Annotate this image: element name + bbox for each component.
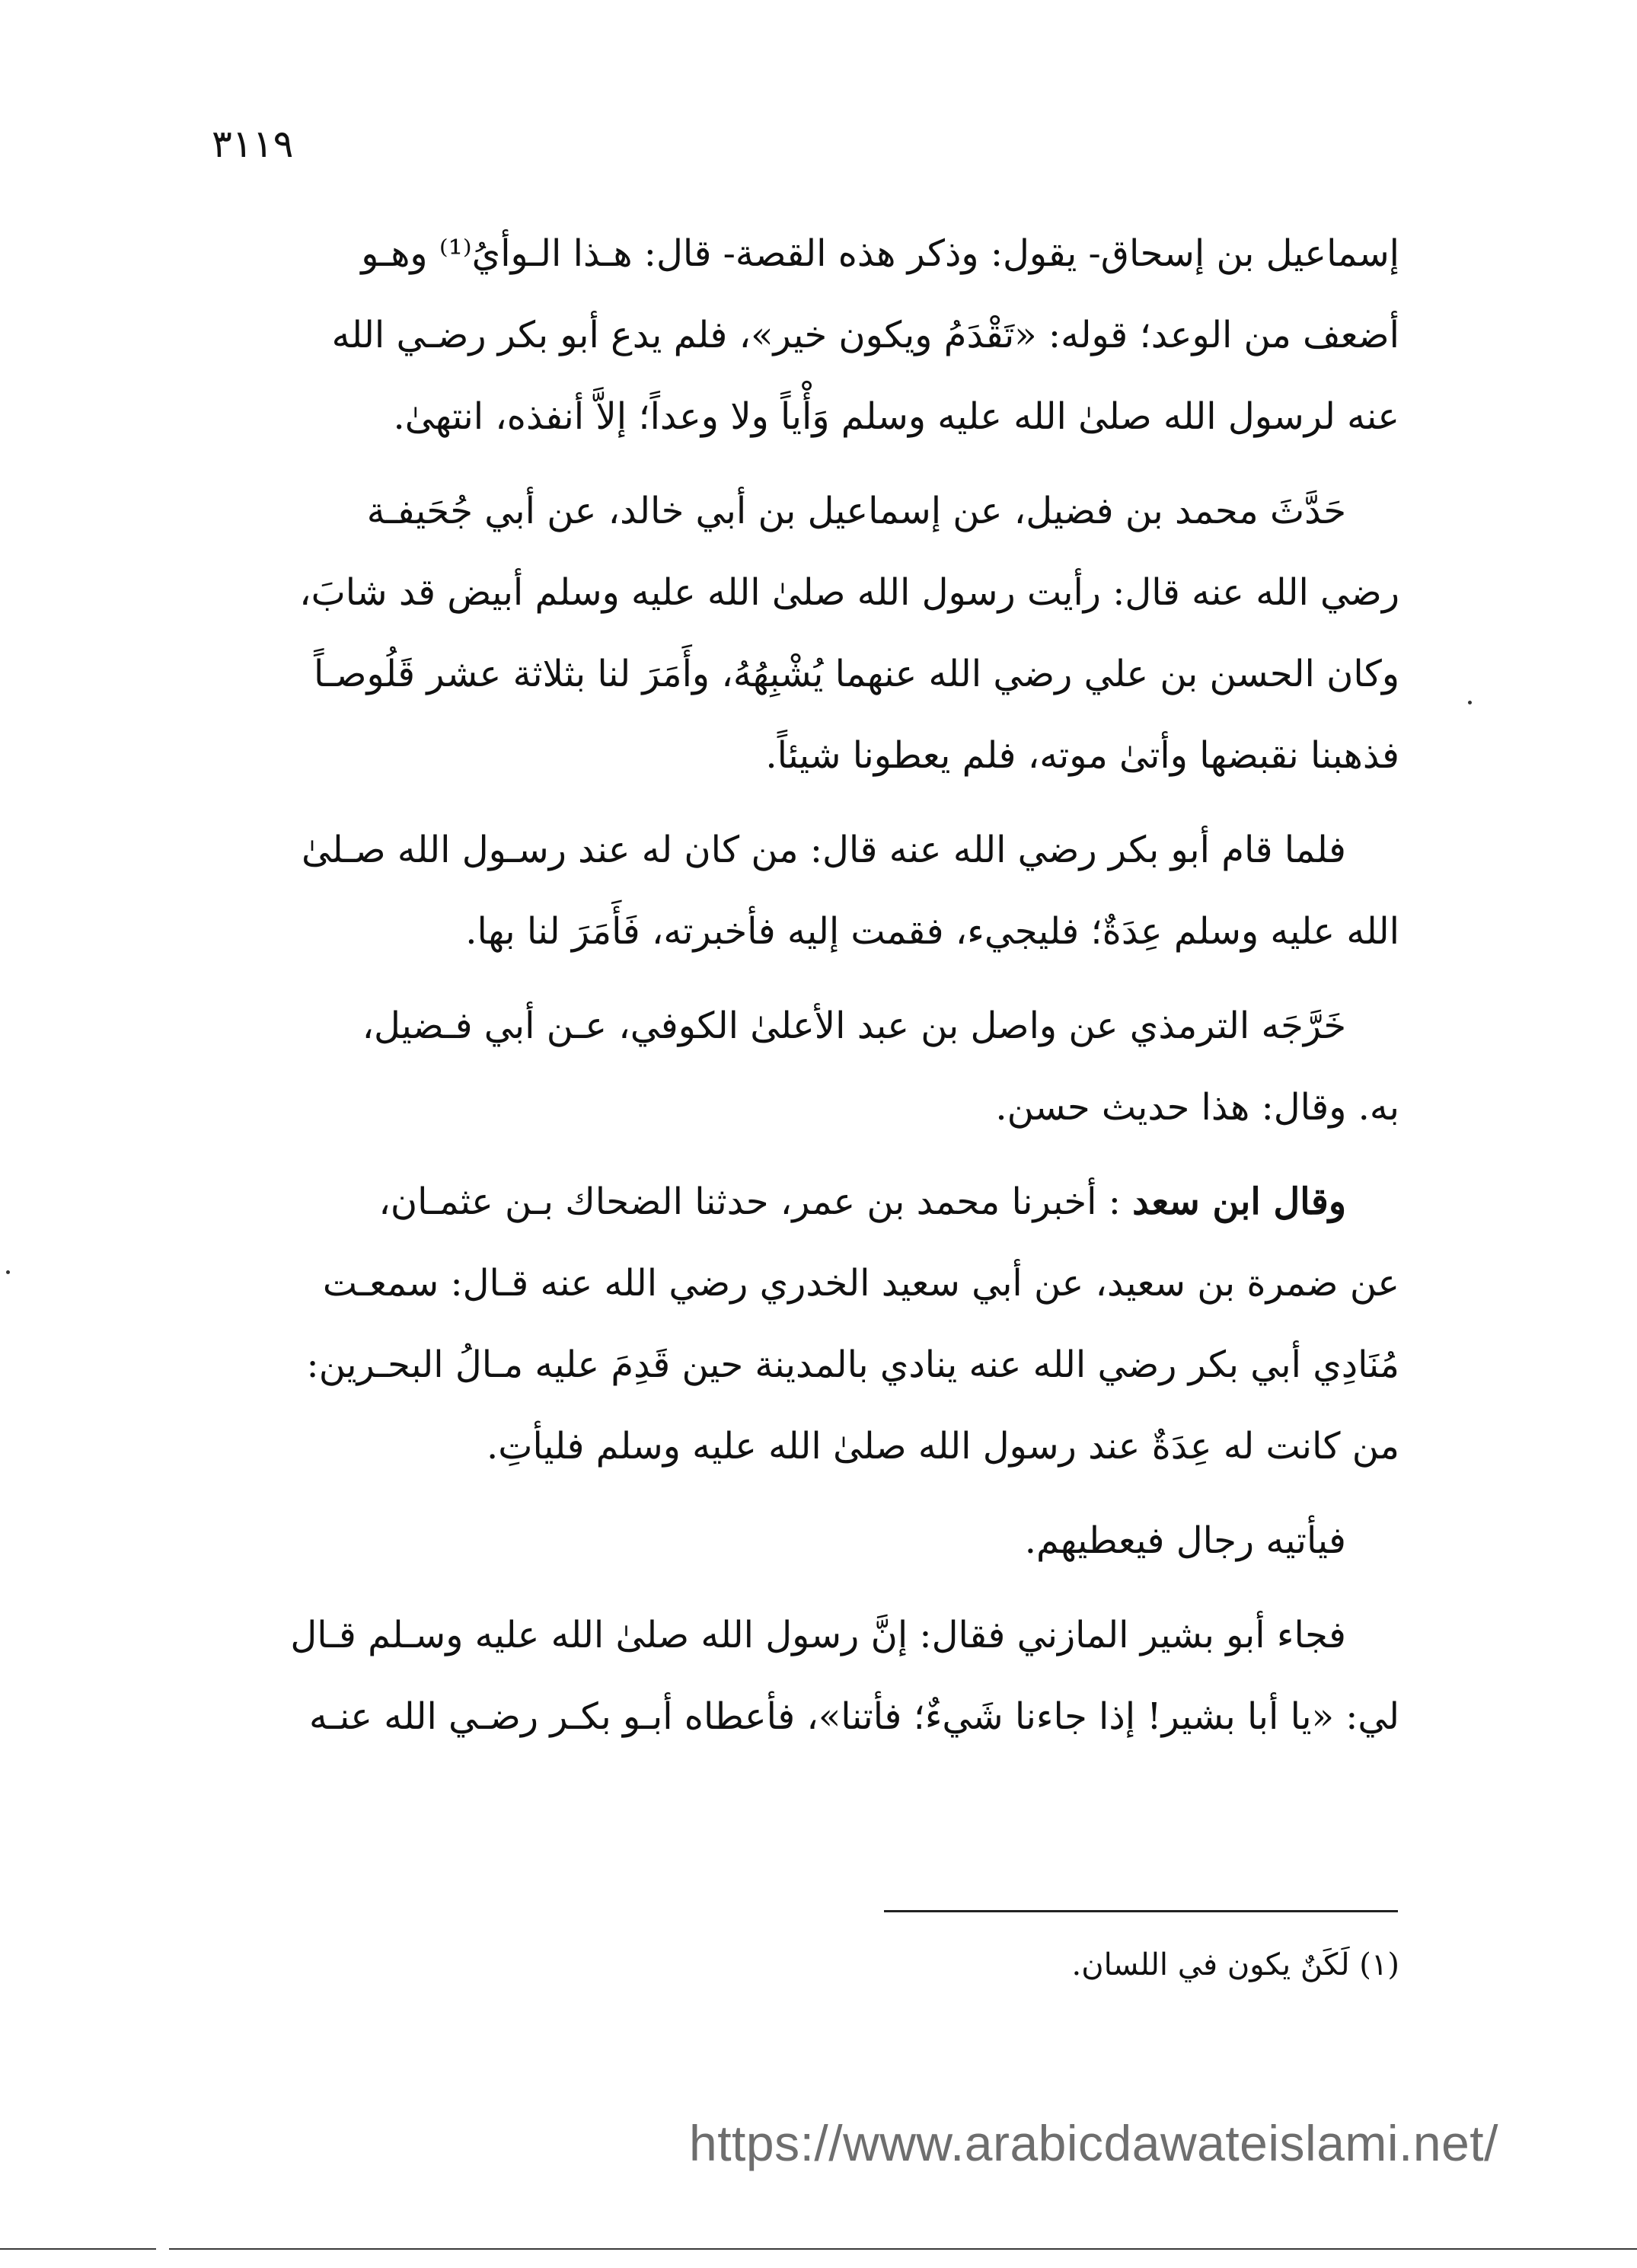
- text-line: رضي الله عنه قال: رأيت رسول الله صلىٰ الله عليه وسلم أبيض قد شابَ،: [299, 571, 1399, 614]
- text-line: وكان الحسن بن علي رضي الله عنهما يُشْبِهُهُ، وأَمَرَ لنا بثلاثة عشر قَلُوصـاً: [314, 653, 1399, 695]
- paragraph-3: [227, 810, 1399, 973]
- text-line: من كانت له عِدَةٌ عند رسول الله صلىٰ الله عليه وسلم فليأتِ.: [487, 1425, 1399, 1468]
- text-line: به. وقال: هذا حديث حسن.: [995, 1086, 1399, 1129]
- paragraph-2: [227, 471, 1399, 797]
- text-line: فذهبنا نقبضها وأتىٰ موته، فلم يعطونا شيئاً.: [765, 734, 1399, 777]
- text-line: حَدَّثَ محمد بن فضيل، عن إسماعيل بن أبي خالد، عن أبي جُحَيفـة: [366, 490, 1346, 532]
- bottom-border-line: [0, 2248, 156, 2250]
- watermark-url: https://www.arabicdawateislami.net/: [689, 2115, 1498, 2171]
- text-line: إسماعيل بن إسحاق- يقول: وذكر هذه القصة- قال: هـذا الـوأيُ⁽¹⁾ وهـو: [361, 232, 1399, 275]
- bottom-border-line: [169, 2248, 1637, 2250]
- text-line: فيأتيه رجال فيعطيهم.: [1024, 1519, 1346, 1562]
- text-line: فجاء أبو بشير المازني فقال: إنَّ رسول الله صلىٰ الله عليه وسـلم قـال: [290, 1614, 1346, 1656]
- text-line: خَرَّجَه الترمذي عن واصل بن عبد الأعلىٰ الكوفي، عـن أبي فـضيل،: [362, 1005, 1346, 1047]
- text-line: عنه لرسول الله صلىٰ الله عليه وسلم وَأْياً ولا وعداً؛ إلاَّ أنفذه، انتهىٰ.: [393, 395, 1399, 438]
- text-line: فلما قام أبو بكر رضي الله عنه قال: من كان له عند رسـول الله صـلىٰ: [301, 829, 1346, 871]
- text-line: عن ضمرة بن سعيد، عن أبي سعيد الخدري رضي الله عنه قـال: سمعـت: [322, 1262, 1399, 1305]
- text-line: أضعف من الوعد؛ قوله: «تَقْدَمُ ويكون خير»، فلم يدع أبو بكر رضـي الله: [331, 314, 1399, 356]
- main-text: [227, 213, 1399, 1758]
- paragraph-7: [227, 1595, 1399, 1758]
- scan-speck: [6, 1270, 10, 1274]
- footnote: (١) لَكَنٌ يكون في اللسان.: [1071, 1947, 1399, 1982]
- paragraph-4: [227, 985, 1399, 1148]
- page-number: ٣١١٩: [212, 122, 294, 166]
- paragraph-1: [227, 213, 1399, 458]
- text-line: [227, 1161, 1399, 1243]
- text-line: مُنَادِي أبي بكر رضي الله عنه ينادي بالمدينة حين قَدِمَ عليه مـالُ البحـرين:: [306, 1343, 1399, 1386]
- text-line: لي: «يا أبا بشير! إذا جاءنا شَيءٌ؛ فأتنا»، فأعطاه أبـو بكـر رضـي الله عنـه: [309, 1695, 1399, 1738]
- paragraph-lead: وقال ابن سعد: [1132, 1180, 1346, 1223]
- paragraph-5: [227, 1161, 1399, 1487]
- text-line-rest: : أخبرنا محمد بن عمر، حدثنا الضحاك بـن عثمـان،: [378, 1180, 1121, 1223]
- text-line: الله عليه وسلم عِدَةٌ؛ فليجيء، فقمت إليه فأخبرته، فَأَمَرَ لنا بها.: [465, 910, 1399, 953]
- paragraph-6: [227, 1500, 1399, 1582]
- footnote-divider: [884, 1910, 1398, 1912]
- scan-speck: [1468, 701, 1472, 704]
